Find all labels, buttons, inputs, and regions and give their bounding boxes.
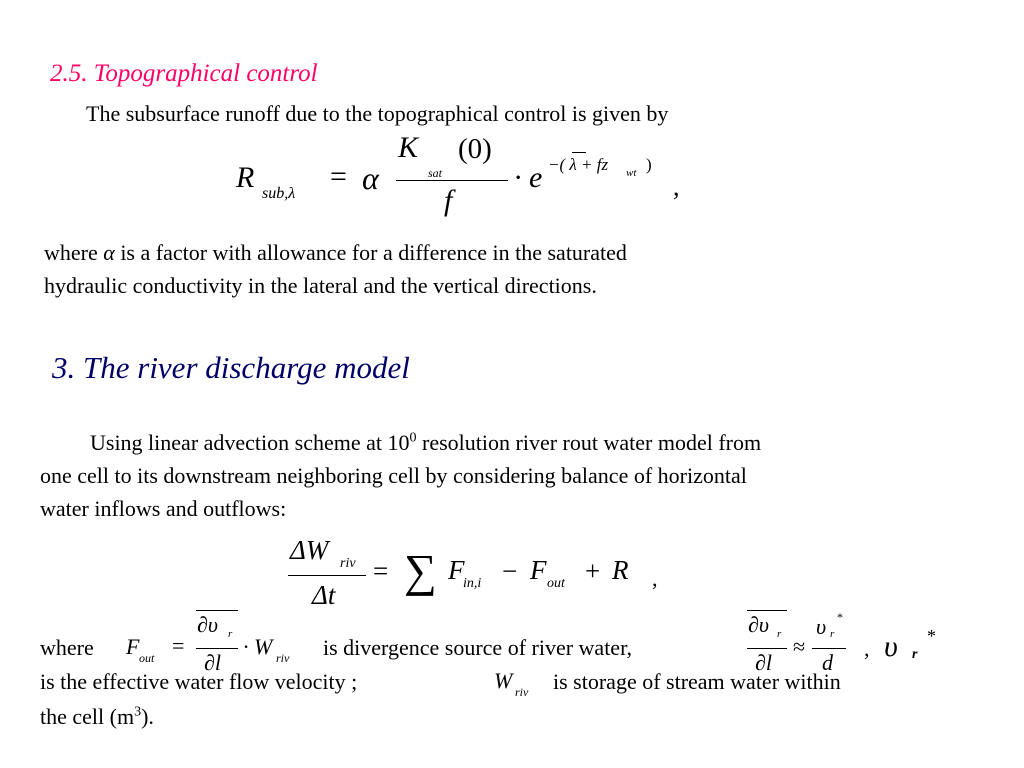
eq-exponent: −( λ + fz	[548, 155, 609, 174]
where2-prefix: where	[40, 635, 94, 660]
eq-exponent-sub: wt	[626, 167, 637, 179]
eq2-delta-t: Δt	[312, 580, 336, 610]
eq2-sum: ∑	[404, 545, 437, 596]
dv-num-overline	[747, 610, 787, 611]
eq-equals: =	[330, 160, 347, 193]
eq2-plus: +	[585, 556, 601, 586]
eq2-F-in-sub: in,i	[463, 576, 482, 591]
fout-num-overline	[196, 610, 238, 611]
eq-f: f	[444, 184, 453, 217]
fout-dot-W: · W	[243, 634, 273, 659]
approx-symbol: ≈	[793, 634, 806, 659]
effective-velocity-text: is the effective water flow velocity ;	[40, 669, 358, 694]
vr-star: *	[837, 610, 843, 624]
eq-K-sub: sat	[428, 166, 443, 180]
w-riv: W	[494, 668, 513, 693]
divergence-description: is divergence source of river water,	[323, 635, 633, 660]
cell-unit-line	[40, 704, 154, 730]
fout-F: F	[126, 634, 140, 659]
comma-2: ,	[864, 636, 870, 661]
where-alpha-line	[44, 240, 627, 266]
eq2-F-out-sub: out	[547, 576, 565, 591]
storage-text: is storage of stream water within	[553, 669, 841, 694]
section-heading-river-discharge: 3. The river discharge model	[52, 350, 410, 385]
cell-unit-b: ).	[141, 704, 154, 729]
where-alpha-symbol: α	[103, 240, 115, 265]
intro-text: The subsurface runoff due to the topographical control is given by	[86, 101, 669, 126]
fout-W-sub: riv	[276, 651, 290, 665]
cell-unit-sup: 3	[134, 704, 142, 720]
eq-lambda-bar	[572, 152, 586, 153]
fout-den: ∂l	[204, 650, 221, 675]
vr-den: d	[822, 650, 833, 675]
where-prefix: where	[44, 240, 104, 265]
eq-R-sub: sub,λ	[262, 185, 296, 202]
where-alpha-rest: is a factor with allowance for a difference in the saturated	[114, 240, 627, 265]
paragraph-line-2: one cell to its downstream neighboring cell by considering balance of horizontal	[40, 463, 747, 488]
eq2-delta-W: ΔW	[290, 535, 329, 565]
vr-num-sub: r	[830, 628, 835, 640]
cell-unit-a: the cell (m	[40, 704, 135, 729]
eq-R: R	[236, 161, 255, 194]
eq-exponent-close: )	[646, 155, 652, 174]
para-line1-b: resolution river rout water model from	[416, 430, 762, 455]
paragraph-line-1	[90, 430, 761, 456]
vr2-sub: r	[912, 647, 918, 662]
eq2-W-sub: riv	[340, 556, 356, 571]
paragraph-line-3: water inflows and outflows:	[40, 496, 287, 521]
eq2-equals: =	[373, 556, 389, 586]
fout-sub: out	[139, 651, 155, 665]
eq2-minus: −	[502, 556, 518, 586]
eq-alpha: α	[362, 160, 379, 196]
para-line1-a: Using linear advection scheme at 10	[90, 430, 410, 455]
dv-fraction-bar	[747, 648, 787, 649]
dv-num-sub: r	[777, 628, 782, 640]
eq-zero: (0)	[458, 133, 492, 165]
eq2-fraction-bar	[288, 575, 366, 576]
section-heading-topographical: 2.5. Topographical control	[50, 60, 318, 87]
dv-den: ∂l	[755, 650, 772, 675]
eq-fraction-bar	[396, 180, 508, 181]
w-riv-sub: riv	[515, 685, 529, 699]
eq-comma: ,	[673, 172, 680, 201]
vr-num: υ	[816, 614, 827, 639]
vr-fraction-bar	[812, 648, 846, 649]
eq-dot-e: · e	[514, 161, 543, 194]
eq-K: K	[398, 131, 419, 164]
fout-fraction-bar	[196, 648, 238, 649]
dv-num: ∂υ	[748, 612, 769, 637]
vr2-star: *	[927, 626, 936, 646]
eq2-comma: ,	[652, 566, 658, 591]
eq2-F-in: F	[448, 555, 465, 585]
eq2-R: R	[612, 555, 629, 585]
para-line1-sup: 0	[409, 430, 417, 446]
vr2: υ	[884, 630, 898, 663]
eq2-F-out: F	[530, 555, 547, 585]
fout-num-sub: r	[228, 628, 233, 640]
where-alpha-line2: hydraulic conductivity in the lateral and the vertical directions.	[44, 273, 597, 298]
fout-equals: =	[172, 633, 185, 658]
fout-num: ∂υ	[197, 612, 218, 637]
